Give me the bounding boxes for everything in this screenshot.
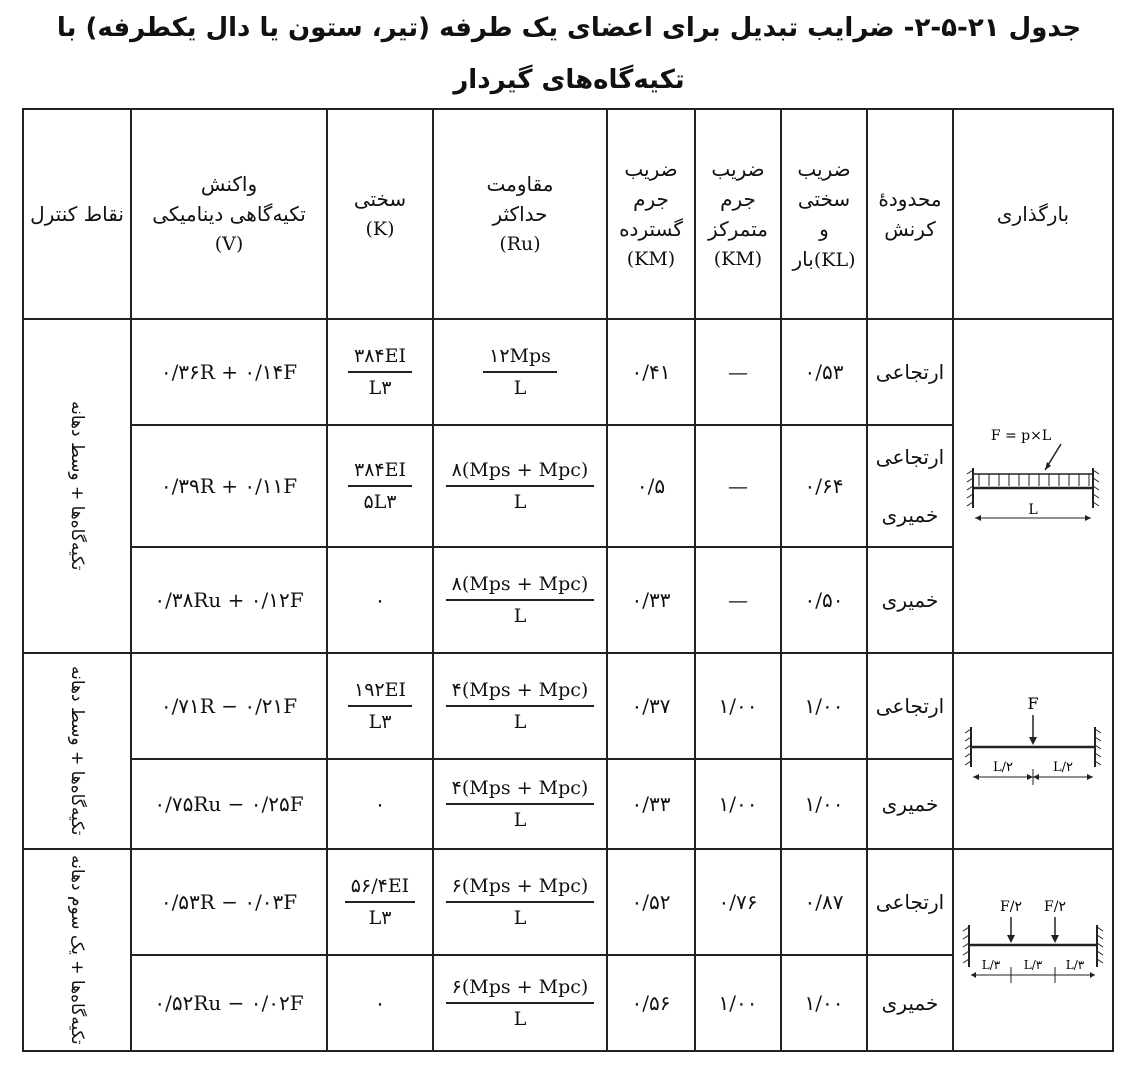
kl-cell: ۱/۰۰ [781,955,867,1051]
table-row [23,759,1113,849]
load-label-left: F/۲ [1000,899,1022,915]
load-label: F = p×L [990,428,1052,444]
kl-cell: ۱/۰۰ [781,759,867,849]
resistance-cell: $\frac{\text{۱۲Mps}}{L}$ [433,319,607,425]
center-load-diagram [961,691,1105,811]
km-conc-cell: ۱/۰۰ [695,653,781,759]
control-cell: تکیه‌گاه‌ها + یک سوم دهانه [23,849,131,1051]
header-control: نقاط کنترل [23,109,131,319]
header-row [23,109,1113,319]
table-row [23,955,1113,1051]
reaction-cell: ۰/۵۲Ru − ۰/۰۲F [131,955,327,1051]
km-conc-cell: — [695,425,781,547]
span-label-right: L/۲ [1053,760,1073,775]
km-dist-cell: ۰/۵۶ [607,955,695,1051]
kl-cell: ۰/۵۳ [781,319,867,425]
control-cell: تکیه‌گاه‌ها + وسط دهانه [23,653,131,849]
km-dist-cell: ۰/۳۳ [607,759,695,849]
km-dist-cell: ۰/۵ [607,425,695,547]
control-cell: تکیه‌گاه‌ها + وسط دهانه [23,319,131,653]
table-title-line1: جدول ۲۱-۵-۲- ضرایب تبدیل برای اعضای یک طرفه (تیر، ستون یا دال یکطرفه) با [56,13,1082,43]
table-title-line2: تکیه‌گاه‌های گیردار [453,65,685,95]
strain-cell: ارتجاعی خمیری [867,425,953,547]
header-km-concentrated: ضریب جرم متمرکز (KM) [695,109,781,319]
span-label-left: L/۲ [993,760,1013,775]
km-conc-cell: ۱/۰۰ [695,759,781,849]
span-label-right: L/۳ [1065,958,1085,972]
kl-cell: ۰/۵۰ [781,547,867,653]
stiffness-cell: $\frac{۵۶/۴EI}{L۳}$ [327,849,433,955]
load-label: F [1027,694,1039,713]
strain-cell: خمیری [867,547,953,653]
km-conc-cell: ۱/۰۰ [695,955,781,1051]
stiffness-cell: ۰ [327,547,433,653]
header-reaction: واکنش تکیه‌گاهی دینامیکی (V) [131,109,327,319]
span-label-mid: L/۳ [1023,958,1043,972]
strain-cell: خمیری [867,759,953,849]
header-strain-range: محدودهٔ کرنش [867,109,953,319]
km-dist-cell: ۰/۵۲ [607,849,695,955]
table-row [23,319,1113,425]
uniform-load-diagram [963,426,1103,546]
km-dist-cell: ۰/۳۷ [607,653,695,759]
conversion-factor-table [22,108,1114,1052]
reaction-cell: ۰/۳۶R + ۰/۱۴F [131,319,327,425]
loading-diagram-third-points [953,849,1113,1051]
load-label-right: F/۲ [1044,899,1066,915]
reaction-cell: ۰/۷۵Ru − ۰/۲۵F [131,759,327,849]
header-resistance: مقاومت حداکثر (Ru) [433,109,607,319]
resistance-cell: $\frac{\text{۴(Mps + Mpc)}}{L}$ [433,759,607,849]
reaction-cell: ۰/۷۱R − ۰/۲۱F [131,653,327,759]
strain-cell: ارتجاعی [867,319,953,425]
stiffness-cell: $\frac{۱۹۲EI}{L۳}$ [327,653,433,759]
km-conc-cell: ۰/۷۶ [695,849,781,955]
resistance-cell: $\frac{\text{۸(Mps + Mpc)}}{L}$ [433,425,607,547]
km-dist-cell: ۰/۴۱ [607,319,695,425]
table-row [23,849,1113,955]
table-row [23,653,1113,759]
stiffness-cell: $\frac{۳۸۴EI}{L۳}$ [327,319,433,425]
table-row [23,547,1113,653]
span-label: L [1028,502,1038,518]
reaction-cell: ۰/۵۳R − ۰/۰۳F [131,849,327,955]
km-conc-cell: — [695,319,781,425]
loading-diagram-center [953,653,1113,849]
kl-cell: ۱/۰۰ [781,653,867,759]
loading-diagram-uniform [953,319,1113,653]
header-stiffness: سختی (K) [327,109,433,319]
table-row [23,425,1113,547]
strain-cell: ارتجاعی [867,849,953,955]
header-loading: بارگذاری [953,109,1113,319]
third-point-load-diagram [961,895,1105,1005]
strain-cell: ارتجاعی [867,653,953,759]
resistance-cell: $\frac{\text{۶(Mps + Mpc)}}{L}$ [433,955,607,1051]
resistance-cell: $\frac{\text{۴(Mps + Mpc)}}{L}$ [433,653,607,759]
resistance-cell: $\frac{\text{۸(Mps + Mpc)}}{L}$ [433,547,607,653]
span-label-left: L/۳ [981,958,1001,972]
stiffness-cell: ۰ [327,759,433,849]
kl-cell: ۰/۸۷ [781,849,867,955]
km-conc-cell: — [695,547,781,653]
stiffness-cell: $\frac{۳۸۴EI}{۵L۳}$ [327,425,433,547]
kl-cell: ۰/۶۴ [781,425,867,547]
reaction-cell: ۰/۳۹R + ۰/۱۱F [131,425,327,547]
resistance-cell: $\frac{\text{۶(Mps + Mpc)}}{L}$ [433,849,607,955]
header-kl: ضریب سختی و بار(KL) [781,109,867,319]
header-km-distributed: ضریب جرم گسترده (KM) [607,109,695,319]
stiffness-cell: ۰ [327,955,433,1051]
reaction-cell: ۰/۳۸Ru + ۰/۱۲F [131,547,327,653]
km-dist-cell: ۰/۳۳ [607,547,695,653]
strain-cell: خمیری [867,955,953,1051]
